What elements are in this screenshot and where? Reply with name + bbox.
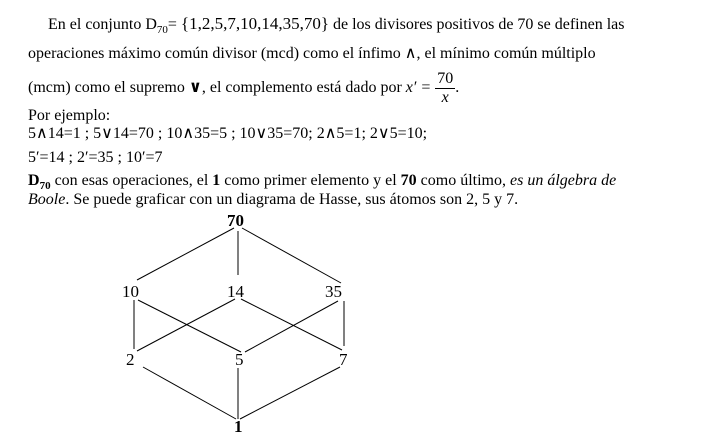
text-segment: 70 [400, 172, 417, 189]
text-segment: como último, [416, 172, 510, 189]
text-segment: , el complemento está dado por [201, 79, 406, 97]
edge-70-35 [242, 228, 341, 283]
edge-10-5 [138, 300, 241, 352]
edge-35-5 [245, 301, 338, 352]
node-2: 2 [126, 350, 135, 369]
edge-7-1 [240, 367, 340, 419]
node-70: 70 [227, 211, 244, 230]
node-10: 10 [122, 282, 139, 301]
fraction-denominator: x [441, 89, 449, 106]
text-segment: Boole [28, 191, 66, 208]
text-segment: como primer elemento y el [220, 172, 401, 189]
text-segment: operaciones máximo común divisor (mcd) como el ínfimo ∧, el mínimo común múltiplo [28, 45, 596, 62]
subscript: 70 [156, 24, 168, 36]
text-segment: = [167, 16, 181, 33]
node-7: 7 [339, 350, 348, 369]
text-segment: En el conjunto D [48, 16, 157, 33]
hasse-edges [134, 228, 344, 419]
divisor-set: {1,2,5,7,10,14,35,70} [180, 14, 329, 33]
text-segment: . Se puede graficar con un diagrama de Hasse, sus átomos son 2, 5 y 7. [65, 191, 519, 208]
node-1: 1 [234, 417, 243, 433]
text-segment: es un álgebra de [510, 172, 617, 189]
complement-expression: x′ = [405, 79, 432, 97]
text-segment: Por ejemplo: [28, 107, 111, 124]
node-35: 35 [325, 282, 342, 301]
text-segment: con esas operaciones, el [50, 172, 213, 189]
edge-2-1 [143, 367, 236, 419]
text-segment: 5′=14 ; 2′=35 ; 10′=7 [28, 149, 163, 166]
subscript: 70 [39, 180, 51, 192]
text-segment: D [28, 172, 40, 189]
text-segment: de los divisores positivos de 70 se definen las [328, 16, 625, 33]
edge-70-10 [137, 228, 234, 280]
node-5: 5 [235, 350, 244, 369]
join-symbol: ∨ [188, 79, 202, 97]
fraction-numerator: 70 [437, 70, 454, 87]
text-segment: (mcm) como el supremo [28, 79, 189, 97]
node-14: 14 [227, 282, 244, 301]
text-segment: 5∧14=1 ; 5∨14=70 ; 10∧35=5 ; 10∨35=70; 2∧5=1; 2∨5=10; [28, 125, 428, 142]
text-segment: 1 [212, 172, 221, 189]
text-segment: . [455, 79, 460, 97]
